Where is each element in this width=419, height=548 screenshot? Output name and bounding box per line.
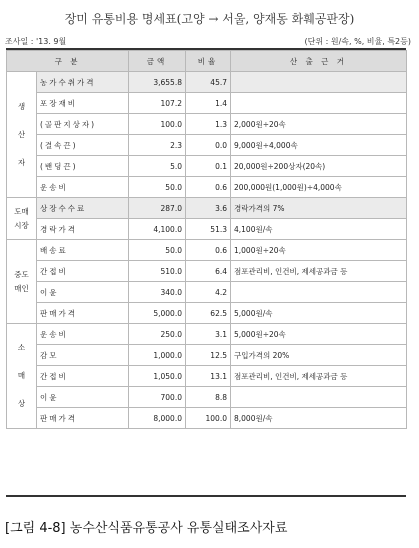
row-basis: 점포관리비, 인건비, 제세공과금 등 — [231, 366, 407, 387]
row-basis: 9,000원÷4,000속 — [231, 135, 407, 156]
table-row — [7, 177, 407, 198]
row-item: 판매가격 — [37, 303, 129, 324]
table-row — [7, 114, 407, 135]
row-item: 상장수수료 — [37, 198, 129, 219]
table-title: 장미 유통비용 명세표(고양 → 서울, 양재동 화훼공판장) — [64, 12, 355, 26]
row-amount: 250.0 — [129, 324, 186, 345]
row-amount: 340.0 — [129, 282, 186, 303]
row-ratio: 0.6 — [186, 177, 231, 198]
row-ratio: 0.0 — [186, 135, 231, 156]
row-amount: 2.3 — [129, 135, 186, 156]
row-ratio: 4.2 — [186, 282, 231, 303]
row-ratio: 100.0 — [186, 408, 231, 429]
row-item: 간접비 — [37, 366, 129, 387]
row-amount: 100.0 — [129, 114, 186, 135]
table-row — [7, 303, 407, 324]
row-item: 이윤 — [37, 387, 129, 408]
section-producer: 생 산 자 — [7, 72, 37, 198]
section-retail: 소 매 상 — [7, 324, 37, 429]
table-row — [7, 240, 407, 261]
row-item: 이윤 — [37, 282, 129, 303]
unit-note: (단위 : 원/속, %, 비율, 특2등) — [304, 37, 411, 46]
section-midwholesale: 중도 매인 — [7, 240, 37, 324]
section-wholesale: 도매 시장 — [7, 198, 37, 240]
table-row — [7, 282, 407, 303]
row-basis — [231, 387, 407, 408]
row-basis: 점포관리비, 인건비, 제세공과금 등 — [231, 261, 407, 282]
row-item: 감모 — [37, 345, 129, 366]
row-basis: 5,000원/속 — [231, 303, 407, 324]
row-amount: 510.0 — [129, 261, 186, 282]
table-row — [7, 261, 407, 282]
row-amount: 5.0 — [129, 156, 186, 177]
row-ratio: 13.1 — [186, 366, 231, 387]
row-amount: 1,000.0 — [129, 345, 186, 366]
row-amount: 50.0 — [129, 240, 186, 261]
row-item: (골판지상자) — [37, 114, 129, 135]
row-item: 운송비 — [37, 177, 129, 198]
row-ratio: 45.7 — [186, 72, 231, 93]
table-row — [7, 156, 407, 177]
row-item: 포장재비 — [37, 93, 129, 114]
row-basis: 200,000원(1,000원)÷4,000속 — [231, 177, 407, 198]
row-basis: 2,000원÷20속 — [231, 114, 407, 135]
row-item: 판매가격 — [37, 408, 129, 429]
row-ratio: 51.3 — [186, 219, 231, 240]
row-amount: 8,000.0 — [129, 408, 186, 429]
row-basis: 20,000원÷200상자(20속) — [231, 156, 407, 177]
table-row — [7, 408, 407, 429]
row-basis: 경락가격의 7% — [231, 198, 407, 219]
row-ratio: 1.4 — [186, 93, 231, 114]
row-ratio: 3.1 — [186, 324, 231, 345]
table-row — [7, 387, 407, 408]
header-row — [7, 51, 407, 72]
row-basis — [231, 72, 407, 93]
row-amount: 5,000.0 — [129, 303, 186, 324]
cost-table — [6, 50, 407, 429]
row-ratio: 3.6 — [186, 198, 231, 219]
row-basis: 구입가격의 20% — [231, 345, 407, 366]
row-amount: 287.0 — [129, 198, 186, 219]
header-category: 구 분 — [7, 51, 129, 72]
row-ratio: 12.5 — [186, 345, 231, 366]
row-amount: 1,050.0 — [129, 366, 186, 387]
row-item: 경락가격 — [37, 219, 129, 240]
table-row — [7, 93, 407, 114]
row-basis: 8,000원/속 — [231, 408, 407, 429]
row-basis — [231, 282, 407, 303]
row-ratio: 6.4 — [186, 261, 231, 282]
header-basis: 산 출 근 거 — [231, 51, 407, 72]
header-ratio: 비율 — [186, 51, 231, 72]
figure-caption: [그림 4-8] 농수산식품유통공사 유통실태조사자료 — [5, 521, 288, 536]
row-amount: 50.0 — [129, 177, 186, 198]
row-item: (밴딩끈) — [37, 156, 129, 177]
row-basis: 5,000원÷20속 — [231, 324, 407, 345]
row-item: 배송료 — [37, 240, 129, 261]
row-basis: 1,000원÷20속 — [231, 240, 407, 261]
row-basis: 4,100원/속 — [231, 219, 407, 240]
header-amount: 금액 — [129, 51, 186, 72]
table-row — [7, 219, 407, 240]
row-amount: 107.2 — [129, 93, 186, 114]
row-item: 농가수취가격 — [37, 72, 129, 93]
table-row — [7, 72, 407, 93]
table-row — [7, 324, 407, 345]
row-amount: 4,100.0 — [129, 219, 186, 240]
row-item: (결속끈) — [37, 135, 129, 156]
table-row — [7, 366, 407, 387]
row-ratio: 0.6 — [186, 240, 231, 261]
row-ratio: 0.1 — [186, 156, 231, 177]
row-item: 간접비 — [37, 261, 129, 282]
table-row — [7, 135, 407, 156]
row-basis — [231, 93, 407, 114]
row-item: 운송비 — [37, 324, 129, 345]
table-row — [7, 198, 407, 219]
row-amount: 3,655.8 — [129, 72, 186, 93]
row-ratio: 8.8 — [186, 387, 231, 408]
row-ratio: 1.3 — [186, 114, 231, 135]
row-amount: 700.0 — [129, 387, 186, 408]
table-row — [7, 345, 407, 366]
row-ratio: 62.5 — [186, 303, 231, 324]
survey-date: 조사일 : '13. 9월 — [5, 37, 67, 46]
